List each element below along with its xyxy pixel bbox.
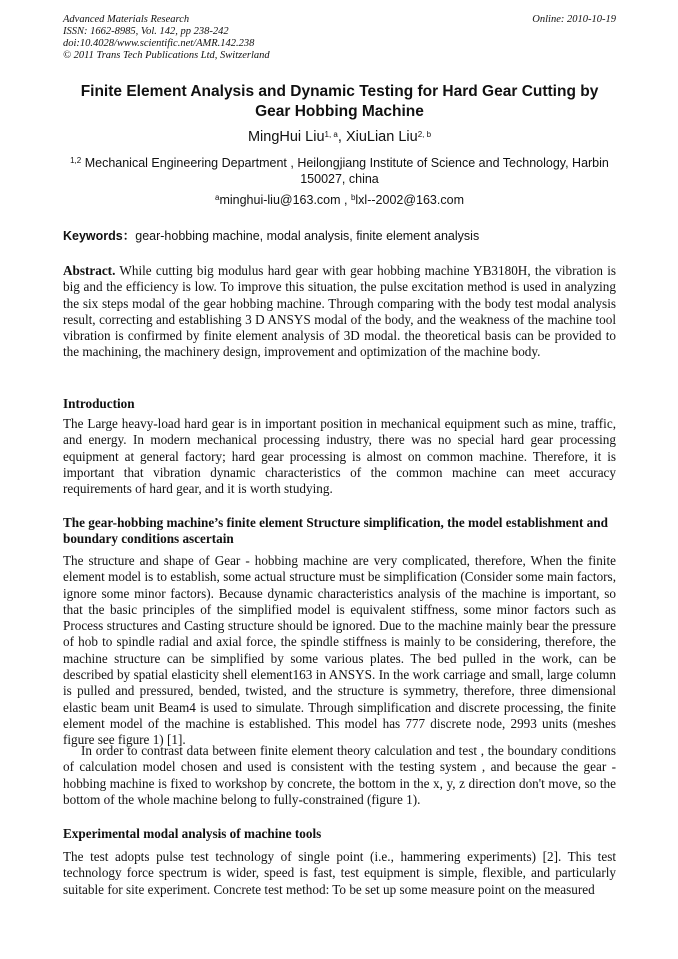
- journal-name: Advanced Materials Research: [63, 14, 190, 25]
- keywords-label: Keywords：: [63, 229, 136, 243]
- email-separator: ,: [340, 193, 351, 207]
- section-heading-experimental: Experimental modal analysis of machine tools: [63, 826, 322, 841]
- author-1: MingHui Liu: [247, 129, 325, 145]
- experimental-paragraph: The test adopts pulse test technology of single point (i.e., hammering experiments) [2]. This test technology force spectrum is wider, speed is fast, test equipment is simple, flexible, and particularly suitable for site experiment. Concrete test method: To be set up some measure point on the measured: [63, 849, 616, 897]
- authors: [63, 128, 616, 146]
- author-1-sup: 1, a: [324, 130, 338, 139]
- keywords: [63, 228, 616, 244]
- abstract-label: Abstract.: [63, 263, 116, 278]
- section-heading-introduction: Introduction: [63, 396, 135, 411]
- issn: ISSN: 1662-8985, Vol. 142, pp 238-242: [63, 26, 229, 37]
- affiliation: [63, 155, 616, 187]
- finite-element-paragraph-1: The structure and shape of Gear - hobbing machine are very complicated, therefore, When the finite element model is to establish, some actual structure must be simplification (Consider some main factors, ignore some minor factors). Because dynamic characteristics analysis of the machine is important, so that the basic principles of the simplified model is equivalent stiffness, some minor factors such as Process structures and Casting structure should be ignored. Due to the machine mainly bear the pressure of hob to spindle radial and axial force, the spindle stiffness is mainly to be considering, therefore, the machine structure can be simplified by some various plates. The bed pulled in the work, can be described by spatial elasticity shell element163 in ANSYS. In the work carriage and small, large column is pulled and pressured, bended, twisted, and the structure is symmetry, therefore, three dimensional elastic beam unit Beam4 is used to simulate. Through simplification and discrete processing, the finite element model of the machine is established. This model has 777 discrete node, 2993 units (meshes figure see figure 1) [1].: [63, 553, 616, 748]
- paper-title: Finite Element Analysis and Dynamic Testing for Hard Gear Cutting by Gear Hobbing Machine: [80, 83, 599, 120]
- online-date: Online: 2010-10-19: [532, 14, 616, 25]
- section-heading-finite-element: The gear-hobbing machine’s finite element Structure simplification, the model establishment and boundary conditions ascertain: [63, 515, 608, 547]
- email-1-sup: a: [215, 193, 220, 202]
- affiliation-sup: 1,2: [70, 156, 82, 165]
- abstract-text: While cutting big modulus hard gear with gear hobbing machine YB3180H, the vibration is big and the efficiency is low. To improve this situation, the pulse excitation method is used in analyzing the six steps modal of the gear hobbing machine. Through comparing with the body test modal analysis result, correcting and establishing 3 D ANSYS modal of the body, and the weakness of the machine tool vibration is confirmed by finite element analysis of 3D modal. the theoretical basis can be provided to the machining, the machinery design, improvement and optimization of the machine body.: [63, 263, 616, 360]
- email-2: lxl--2002@163.com: [355, 193, 464, 207]
- doi: doi:10.4028/www.scientific.net/AMR.142.238: [63, 38, 255, 49]
- email-2-sup: b: [350, 193, 356, 202]
- journal-header: [63, 14, 616, 62]
- email-1: minghui-liu@163.com: [219, 193, 341, 207]
- emails: [63, 192, 616, 208]
- keywords-text: gear-hobbing machine, modal analysis, finite element analysis: [135, 229, 480, 243]
- introduction-paragraph: The Large heavy-load hard gear is in important position in mechanical equipment such as mine, traffic, and energy. In modern mechanical processing industry, there was no special hard gear processing equipment at general factory; hard gear processing is almost on common machine. Therefore, it is important that vibration dynamic characteristics of the common machine can meet accuracy requirements of hard gear, and it is worth studying.: [63, 416, 616, 497]
- copyright: © 2011 Trans Tech Publications Ltd, Switzerland: [63, 50, 270, 61]
- affiliation-text: Mechanical Engineering Department , Heilongjiang Institute of Science and Technology, Harbin 150027, china: [81, 156, 609, 186]
- author-2: XiuLian Liu: [345, 129, 418, 145]
- abstract: [63, 263, 616, 361]
- author-2-sup: 2, b: [417, 130, 432, 139]
- finite-element-paragraph-2: In order to contrast data between finite element theory calculation and test , the boundary conditions of calculation model chosen and used is consistent with the testing system , and because the gear - hobbing machine is fixed to workshop by concrete, the bottom in the x, y, z direction don't move, so the bottom of the whole machine belong to fully-constrained (figure 1).: [63, 743, 616, 807]
- author-separator: ,: [337, 129, 346, 145]
